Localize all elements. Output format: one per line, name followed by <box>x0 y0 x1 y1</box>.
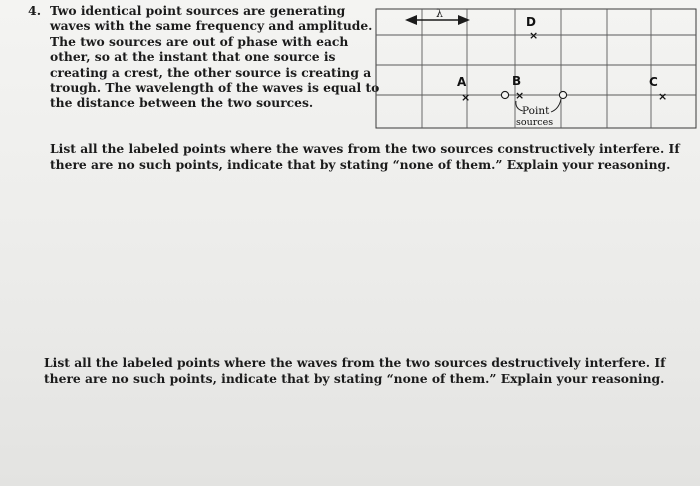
point-b-marker: × <box>515 89 525 102</box>
point-d-label: D <box>526 15 536 29</box>
point-sources-label-line1: Point <box>522 105 550 117</box>
prompt-line: List all the labeled points where the waves from the two sources constructively interfere. If <box>50 141 680 156</box>
point-a-label: A <box>457 75 467 89</box>
constructive-interference-prompt <box>50 141 680 172</box>
point-a-marker: × <box>461 91 471 104</box>
question-number: 4. <box>28 3 42 18</box>
grid-horizontal-lines <box>376 35 696 95</box>
intro-line: other, so at the instant that one source is <box>50 49 336 65</box>
source-leader-right <box>551 99 561 112</box>
intro-line: the distance between the two sources. <box>50 95 314 111</box>
intro-line: trough. The wavelength of the waves is equal to <box>50 80 380 96</box>
intro-line: Two identical point sources are generating <box>50 3 346 18</box>
point-d-marker: × <box>529 29 539 42</box>
wavelength-label: λ <box>436 8 443 20</box>
prompt-line: List all the labeled points where the waves from the two sources destructively interfere. If <box>44 355 666 370</box>
intro-line: creating a crest, the other source is creating a <box>50 64 372 80</box>
point-source-right <box>559 91 566 98</box>
prompt-line: there are no such points, indicate that by stating “none of them.” Explain your reasoning. <box>50 156 671 172</box>
question-intro <box>50 3 380 111</box>
intro-line: waves with the same frequency and amplitude. <box>50 18 373 34</box>
grid-diagram <box>375 8 697 130</box>
point-source-left <box>501 91 508 98</box>
interference-grid-figure <box>375 8 697 130</box>
point-c-marker: × <box>658 90 668 103</box>
intro-line: The two sources are out of phase with each <box>50 33 349 49</box>
prompt-line: there are no such points, indicate that by stating “none of them.” Explain your reasoning. <box>44 370 665 386</box>
point-c-label: C <box>649 75 658 89</box>
point-b-label: B <box>512 74 522 88</box>
destructive-interference-prompt <box>44 355 665 386</box>
point-sources-label-line2: sources <box>516 117 554 128</box>
